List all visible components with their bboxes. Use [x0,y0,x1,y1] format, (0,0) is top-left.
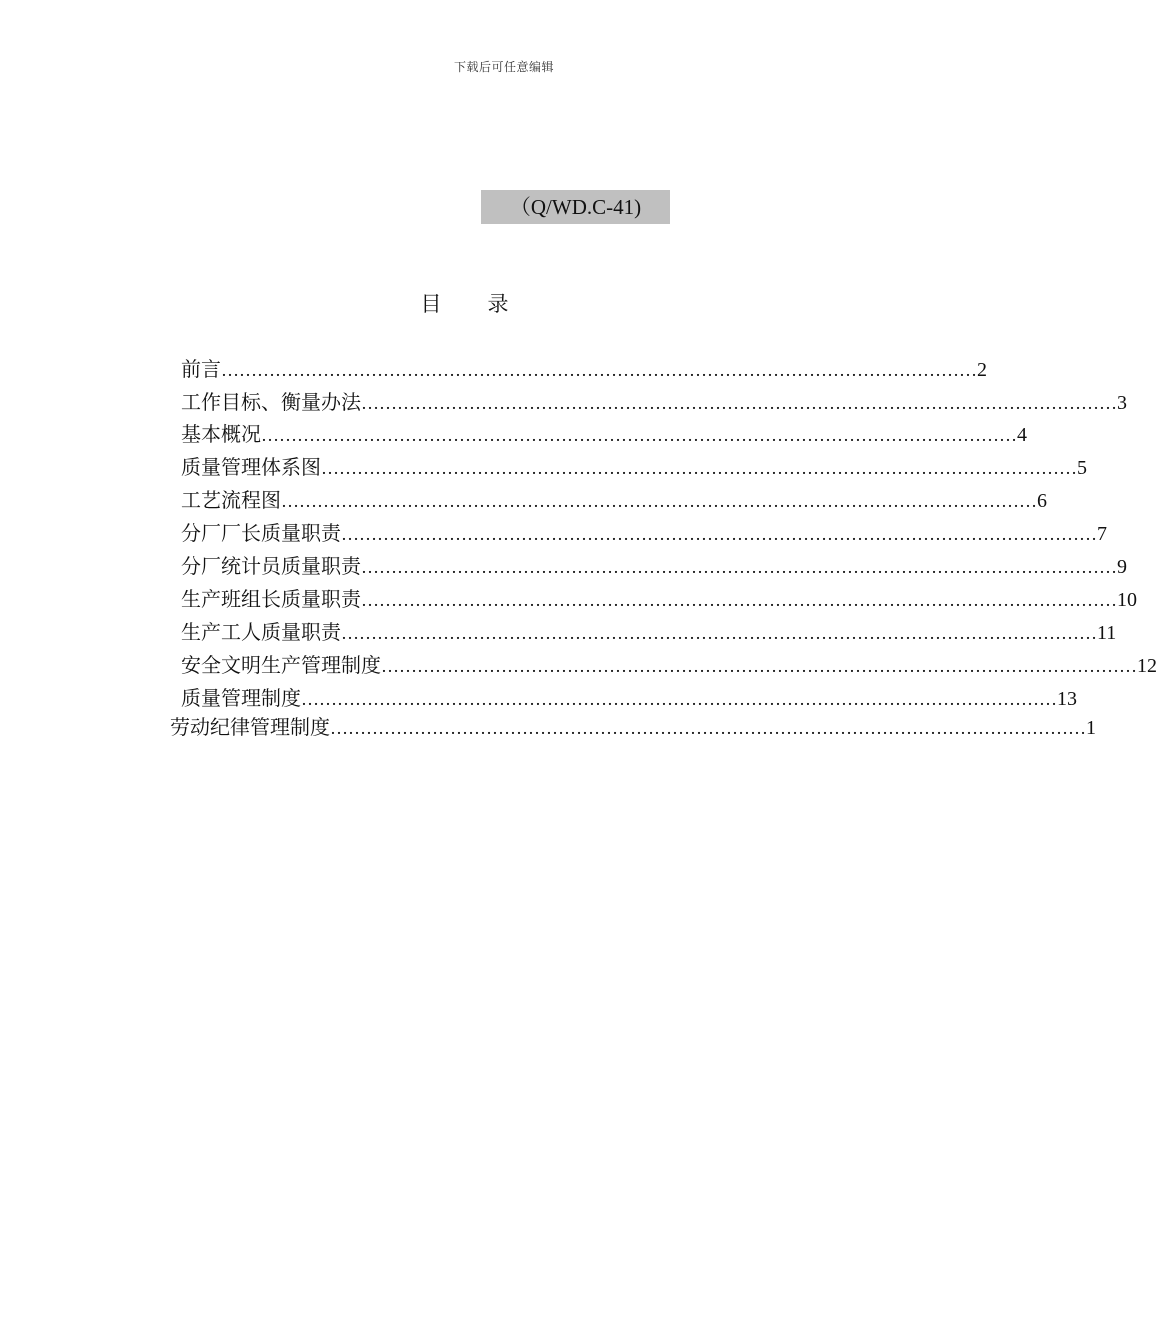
toc-entry[interactable] [181,617,1117,647]
toc-entry-page: 10 [1117,589,1137,611]
toc-entry[interactable] [181,650,1157,680]
toc-entry-label: 质量管理制度 [181,686,301,710]
toc-dot-leader: ……………………………………………………………………………………………………………… [321,458,1077,478]
toc-entry-label: 前言 [181,357,221,381]
toc-entry[interactable] [181,452,1087,482]
toc-entry-label: 安全文明生产管理制度 [181,653,381,677]
toc-entry-label: 生产班组长质量职责 [181,587,361,611]
toc-entry-page: 11 [1097,622,1117,644]
header-note: 下载后可任意编辑 [453,60,554,74]
toc-dot-leader: ……………………………………………………………………………………………………………… [221,360,977,380]
toc-entry[interactable] [181,419,1027,449]
toc-entry[interactable] [181,485,1047,515]
toc-dot-leader: ……………………………………………………………………………………………………………… [281,491,1037,511]
toc-entry-label: 工艺流程图 [181,488,281,512]
toc-entry[interactable] [170,712,1096,742]
toc-entry-page: 4 [1017,424,1027,446]
toc-dot-leader: ……………………………………………………………………………………………………………… [330,718,1086,738]
toc-entry-page: 7 [1097,523,1107,545]
toc-entry-label: 质量管理体系图 [181,455,321,479]
toc-dot-leader: ……………………………………………………………………………………………………………… [341,623,1097,643]
toc-entry[interactable] [181,584,1137,614]
toc-entry-page: 5 [1077,457,1087,479]
toc-entry-page: 9 [1117,556,1127,578]
toc-entry-page: 6 [1037,490,1047,512]
toc-entry[interactable] [181,518,1107,548]
toc-entry[interactable] [181,683,1077,713]
toc-entry-label: 生产工人质量职责 [181,620,341,644]
toc-entry-page: 13 [1057,688,1077,710]
toc-entry-label: 分厂统计员质量职责 [181,554,361,578]
toc-entry-page: 2 [977,359,987,381]
toc-entry[interactable] [181,551,1127,581]
toc-entry-label: 劳动纪律管理制度 [170,715,330,739]
document-code: （Q/WD.C-41) [481,190,670,224]
toc-entry-label: 工作目标、衡量办法 [181,390,361,414]
toc-dot-leader: ……………………………………………………………………………………………………………… [261,425,1017,445]
toc-dot-leader: ……………………………………………………………………………………………………………… [301,689,1057,709]
toc-entry-page: 1 [1086,717,1096,739]
toc-dot-leader: ……………………………………………………………………………………………………………… [361,557,1117,577]
toc-entry-label: 基本概况 [181,422,261,446]
toc-entry-page: 12 [1137,655,1157,677]
toc-entry[interactable] [181,354,987,384]
toc-entry[interactable] [181,387,1127,417]
toc-entry-label: 分厂厂长质量职责 [181,521,341,545]
toc-dot-leader: ……………………………………………………………………………………………………………… [341,524,1097,544]
toc-dot-leader: ……………………………………………………………………………………………………………… [361,393,1117,413]
toc-entry-page: 3 [1117,392,1127,414]
toc-title: 目录 [420,292,555,316]
toc-dot-leader: ……………………………………………………………………………………………………………… [381,656,1137,676]
toc-dot-leader: ……………………………………………………………………………………………………………… [361,590,1117,610]
